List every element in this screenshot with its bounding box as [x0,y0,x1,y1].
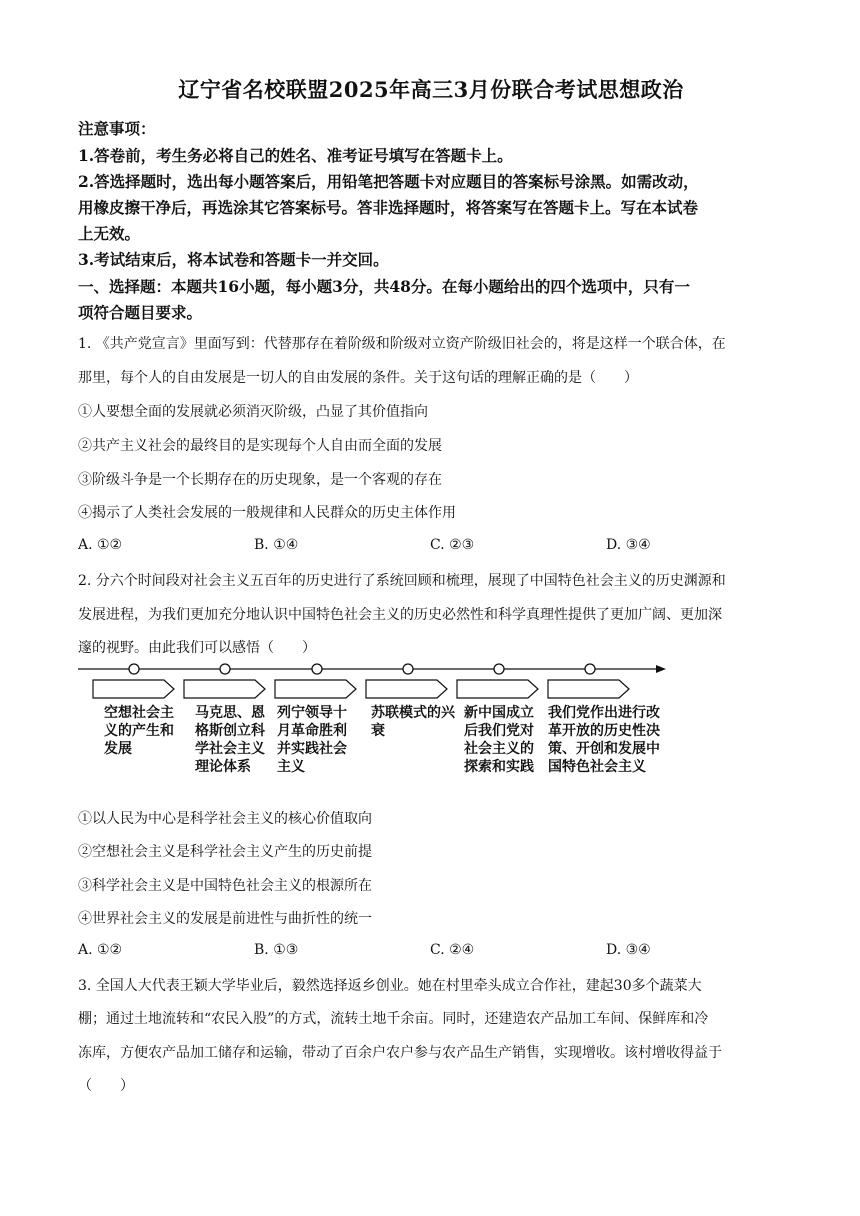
timeline-stage-2: 马克思、恩格斯创立科学社会主义理论体系 [195,705,265,775]
notice-item: 上无效。 [78,224,141,243]
timeline-stage-5: 新中国成立后我们党对社会主义的探索和实践 [464,705,534,775]
option-d[interactable]: D. ③④ [606,942,651,958]
timeline-axis [78,660,678,705]
option-a[interactable]: A. ①② [78,537,123,553]
notice-item: 1.答卷前，考生务必将自己的姓名、准考证号填写在答题卡上。 [78,146,513,165]
question-1-stem: 1. 《共产党宣言》里面写到：代替那存在着阶级和阶级对立资产阶级旧社会的，将是这样一个联合体，在 [78,336,726,352]
question-2-item: ①以人民为中心是科学社会主义的核心价值取向 [78,811,372,827]
notice-item: 用橡皮擦干净后，再选涂其它答案标号。答非选择题时，将答案写在答题卡上。写在本试卷 [78,198,699,217]
timeline-node [585,664,595,674]
question-2-stem-cont: 邃的视野。由此我们可以感悟（ ） [78,640,316,656]
timeline-arrow-box [366,680,447,698]
timeline-arrow-box [93,680,174,698]
timeline-node [129,664,139,674]
timeline-node [494,664,504,674]
timeline-arrow-box [548,680,629,698]
option-d[interactable]: D. ③④ [606,537,651,553]
question-1-item: ②共产主义社会的最终目的是实现每个人自由而全面的发展 [78,438,442,454]
question-3-stem-cont: 冻库，方便农产品加工储存和运输，带动了百余户农户参与农产品生产销售，实现增收。该村增收得益于 [78,1045,722,1061]
question-1-stem-cont: 那里，每个人的自由发展是一切人的自由发展的条件。关于这句话的理解正确的是（ ） [78,370,638,386]
question-3-stem-cont: 棚；通过土地流转和“农民入股”的方式，流转土地千余亩。同时，还建造农产品加工车间、保鲜库和冷 [78,1011,709,1027]
question-2-stem: 2. 分六个时间段对社会主义五百年的历史进行了系统回顾和梳理，展现了中国特色社会主义的历史渊源和 [78,573,726,589]
question-2-item: ④世界社会主义的发展是前进性与曲折性的统一 [78,911,372,927]
section-heading-cont: 项符合题目要求。 [78,303,203,322]
question-2-item: ②空想社会主义是科学社会主义产生的历史前提 [78,844,372,860]
timeline-stage-6: 我们党作出进行改革开放的历史性决策、开创和发展中国特色社会主义 [548,705,660,775]
timeline-stage-3: 列宁领导十月革命胜利并实践社会主义 [277,705,347,775]
option-b[interactable]: B. ①③ [254,942,299,958]
notice-heading: 注意事项： [78,119,156,138]
timeline-arrow-box [184,680,265,698]
question-1-item: ③阶级斗争是一个长期存在的历史现象，是一个客观的存在 [78,472,442,488]
question-2-stem-cont: 发展进程，为我们更加充分地认识中国特色社会主义的历史必然性和科学真理性提供了更加广阔、更加深 [78,607,722,623]
page-title: 辽宁省名校联盟2025年高三3月份联合考试思想政治 [178,77,684,102]
timeline-arrow-box [275,680,356,698]
section-heading: 一、选择题：本题共16小题，每小题3分，共48分。在每小题给出的四个选项中，只有一 [78,277,690,296]
question-2-item: ③科学社会主义是中国特色社会主义的根源所在 [78,878,372,894]
notice-item: 2.答选择题时，选出每小题答案后，用铅笔把答题卡对应题目的答案标号涂黑。如需改动， [78,172,699,191]
question-1-item: ④揭示了人类社会发展的一般规律和人民群众的历史主体作用 [78,505,456,521]
question-3-stem-cont: （ ） [78,1078,134,1094]
notice-item: 3.考试结束后，将本试卷和答题卡一并交回。 [78,250,389,269]
timeline-arrow-box [457,680,538,698]
timeline-node [403,664,413,674]
option-c[interactable]: C. ②④ [430,942,475,958]
option-c[interactable]: C. ②③ [430,537,475,553]
timeline-node [220,664,230,674]
timeline-stage-4: 苏联模式的兴衰 [371,705,455,739]
history-timeline [78,660,678,790]
question-1-item: ①人要想全面的发展就必须消灭阶级，凸显了其价值指向 [78,404,428,420]
timeline-node [312,664,322,674]
option-b[interactable]: B. ①④ [254,537,299,553]
question-3-stem: 3. 全国人大代表王颖大学毕业后，毅然选择返乡创业。她在村里牵头成立合作社，建起30多个蔬菜大 [78,978,702,994]
timeline-stage-1: 空想社会主义的产生和发展 [104,705,174,757]
option-a[interactable]: A. ①② [78,942,123,958]
